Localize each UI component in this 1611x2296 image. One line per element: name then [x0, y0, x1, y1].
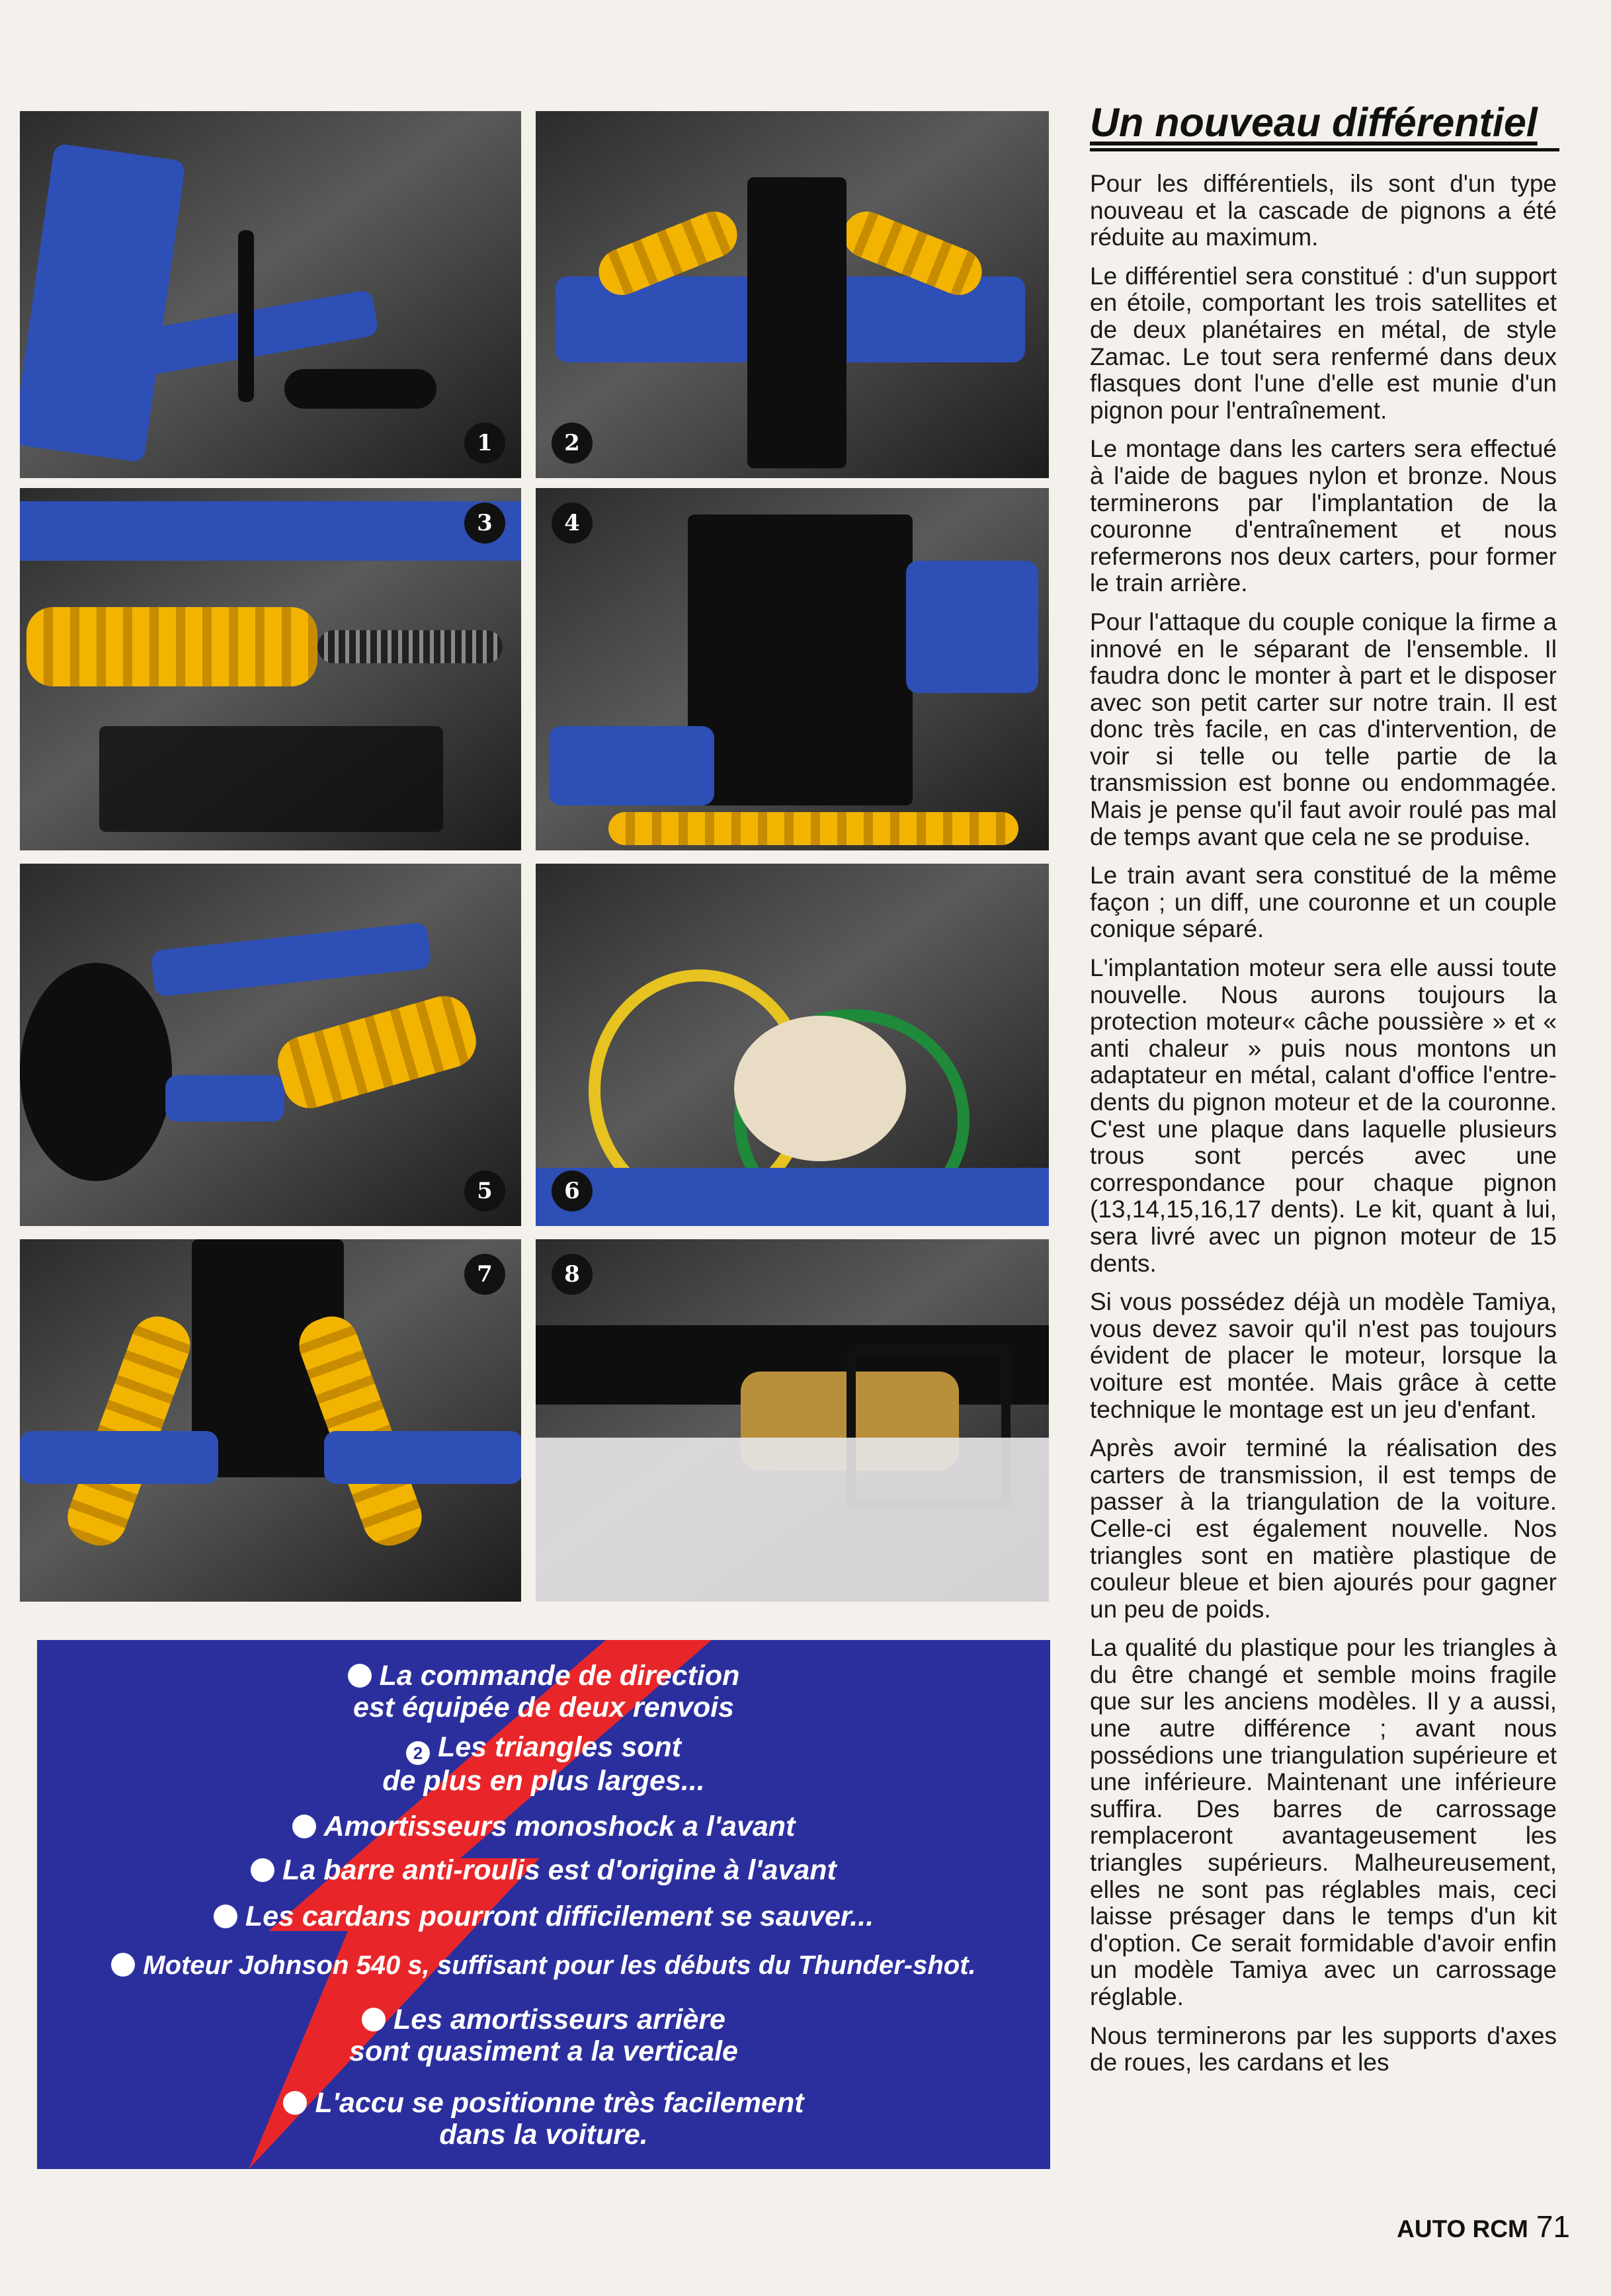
- caption-5: Les cardans pourront difficilement se sauver...: [37, 1901, 1050, 1932]
- article-paragraph: Le différentiel sera constitué : d'un support en étoile, comportant les trois satellites et de deux planétaires en métal, de style Zamac. Le tout sera renfermé dans deux flasques dont l'une d'elle est munie d'un pignon pour l'entraînement.: [1090, 262, 1557, 424]
- caption-6: Moteur Johnson 540 s, suffisant pour les débuts du Thunder-shot.: [37, 1949, 1050, 1981]
- article-paragraph: Le train avant sera constitué de la même façon ; un diff, une couronne et un couple conique séparé.: [1090, 862, 1557, 943]
- bullet-icon: [292, 1815, 316, 1838]
- photo-5-anti-roll: [20, 864, 521, 1226]
- photo-3-front-shock: [20, 488, 521, 850]
- article-paragraph: Si vous possédez déjà un modèle Tamiya, vous devez savoir qu'il n'est pas toujours évident de placer le moteur, lorsque la voiture est montée. Mais grâce à cette technique le montage est un jeu d'enfant.: [1090, 1288, 1557, 1423]
- bullet-icon: [362, 2008, 386, 2031]
- photo-number-badge: 3: [464, 503, 505, 544]
- page-number: 71: [1536, 2209, 1570, 2244]
- page-footer: [1397, 2209, 1570, 2244]
- photo-8-battery: [536, 1239, 1049, 1602]
- article-paragraph: Nous terminerons par les supports d'axes de roues, les cardans et les: [1090, 2022, 1557, 2076]
- bullet-icon: [251, 1858, 274, 1882]
- caption-2: 2 Les triangles sont de plus en plus larges...: [382, 1731, 705, 1797]
- article-paragraph: Le montage dans les carters sera effectué à l'aide de bagues nylon et bronze. Nous terminerons par l'implantation de la couronne d'entraînement et nous refermerons nos deux carters, pour former le train arrière.: [1090, 435, 1557, 597]
- article-paragraph: La qualité du plastique pour les triangles à du être changé et semble moins fragile que sur les anciens modèles. Il y a aussi, une autre différence ; avant nous possédions une triangulation supérieure et une inférieure. Maintenant une inférieure suffira. Des barres de carrossage remplaceront avantageusement les triangles supérieurs. Malheureusement, elles ne sont pas réglables mais, ceci laisse présager dans le temps d'un kit d'option. Ce serait formidable d'avoir enfin un modèle Tamiya avec un carrossage réglable.: [1090, 1634, 1557, 2010]
- photo-1-steering: [20, 111, 521, 478]
- bullet-icon: [348, 1664, 372, 1688]
- photo-number-badge: 5: [464, 1170, 505, 1211]
- caption-4: La barre anti-roulis est d'origine à l'avant: [37, 1854, 1050, 1886]
- caption-8: L'accu se positionne très facilement dans la voiture.: [37, 2087, 1050, 2151]
- photo-number-badge: 6: [552, 1170, 593, 1211]
- bullet-icon: [214, 1905, 237, 1928]
- article-paragraph: L'implantation moteur sera elle aussi toute nouvelle. Nous aurons toujours la protection moteur« câche poussière » et « anti chaleur » puis nous montons un adaptateur en métal, calant d'office l'entre-dents du pignon moteur et de la couronne. C'est une plaque dans laquelle plusieurs trous sont percés avec une correspondance pour chaque pignon (13,14,15,16,17 dents). Le kit, quant à lui, sera livré avec un pignon moteur de 15 dents.: [1090, 954, 1557, 1277]
- photo-number-badge: 2: [552, 423, 593, 464]
- article-paragraph: Après avoir terminé la réalisation des carters de transmission, il est temps de passer à la triangulation de la voiture. Celle-ci est également nouvelle. Nos triangles sont en matière plastique de couleur bleue et bien ajourés pour gagner un peu de poids.: [1090, 1434, 1557, 1623]
- caption-7: Les amortisseurs arrière sont quasiment a la verticale: [349, 2004, 738, 2067]
- article-body: [1090, 171, 1557, 2188]
- article-paragraph: Pour les différentiels, ils sont d'un type nouveau et la cascade de pignons a été réduite au maximum.: [1090, 171, 1557, 251]
- photo-number-badge: 7: [464, 1254, 505, 1295]
- bullet-number-icon: 2: [406, 1741, 430, 1765]
- photo-6-motor: [536, 864, 1049, 1226]
- article-paragraph: Pour l'attaque du couple conique la firme a innové en le séparant de l'ensemble. Il faudra donc le monter à part et le disposer avec son petit carter sur notre train. Il est donc très facile, en cas d'intervention, de voir si telle ou telle partie de la transmission est bonne ou endommagée. Mais je pense qu'il faut avoir roulé pas mal de temps avant que cela ne se produise.: [1090, 608, 1557, 850]
- photo-7-rear-shocks: [20, 1239, 521, 1602]
- caption-1: La commande de direction est équipée de deux renvois: [37, 1660, 1050, 1723]
- bullet-icon: [283, 2091, 307, 2115]
- photo-number-badge: 4: [552, 503, 593, 544]
- article-heading: Un nouveau différentiel: [1090, 99, 1559, 151]
- photo-captions-box: [37, 1640, 1050, 2169]
- bullet-icon: [111, 1953, 135, 1977]
- photo-4-rear-gearbox: [536, 488, 1049, 850]
- caption-3: Amortisseurs monoshock a l'avant: [37, 1811, 1050, 1842]
- photo-number-badge: 1: [464, 423, 505, 464]
- photo-number-badge: 8: [552, 1254, 593, 1295]
- publication-name: AUTO RCM: [1397, 2215, 1528, 2242]
- photo-2-triangles: [536, 111, 1049, 478]
